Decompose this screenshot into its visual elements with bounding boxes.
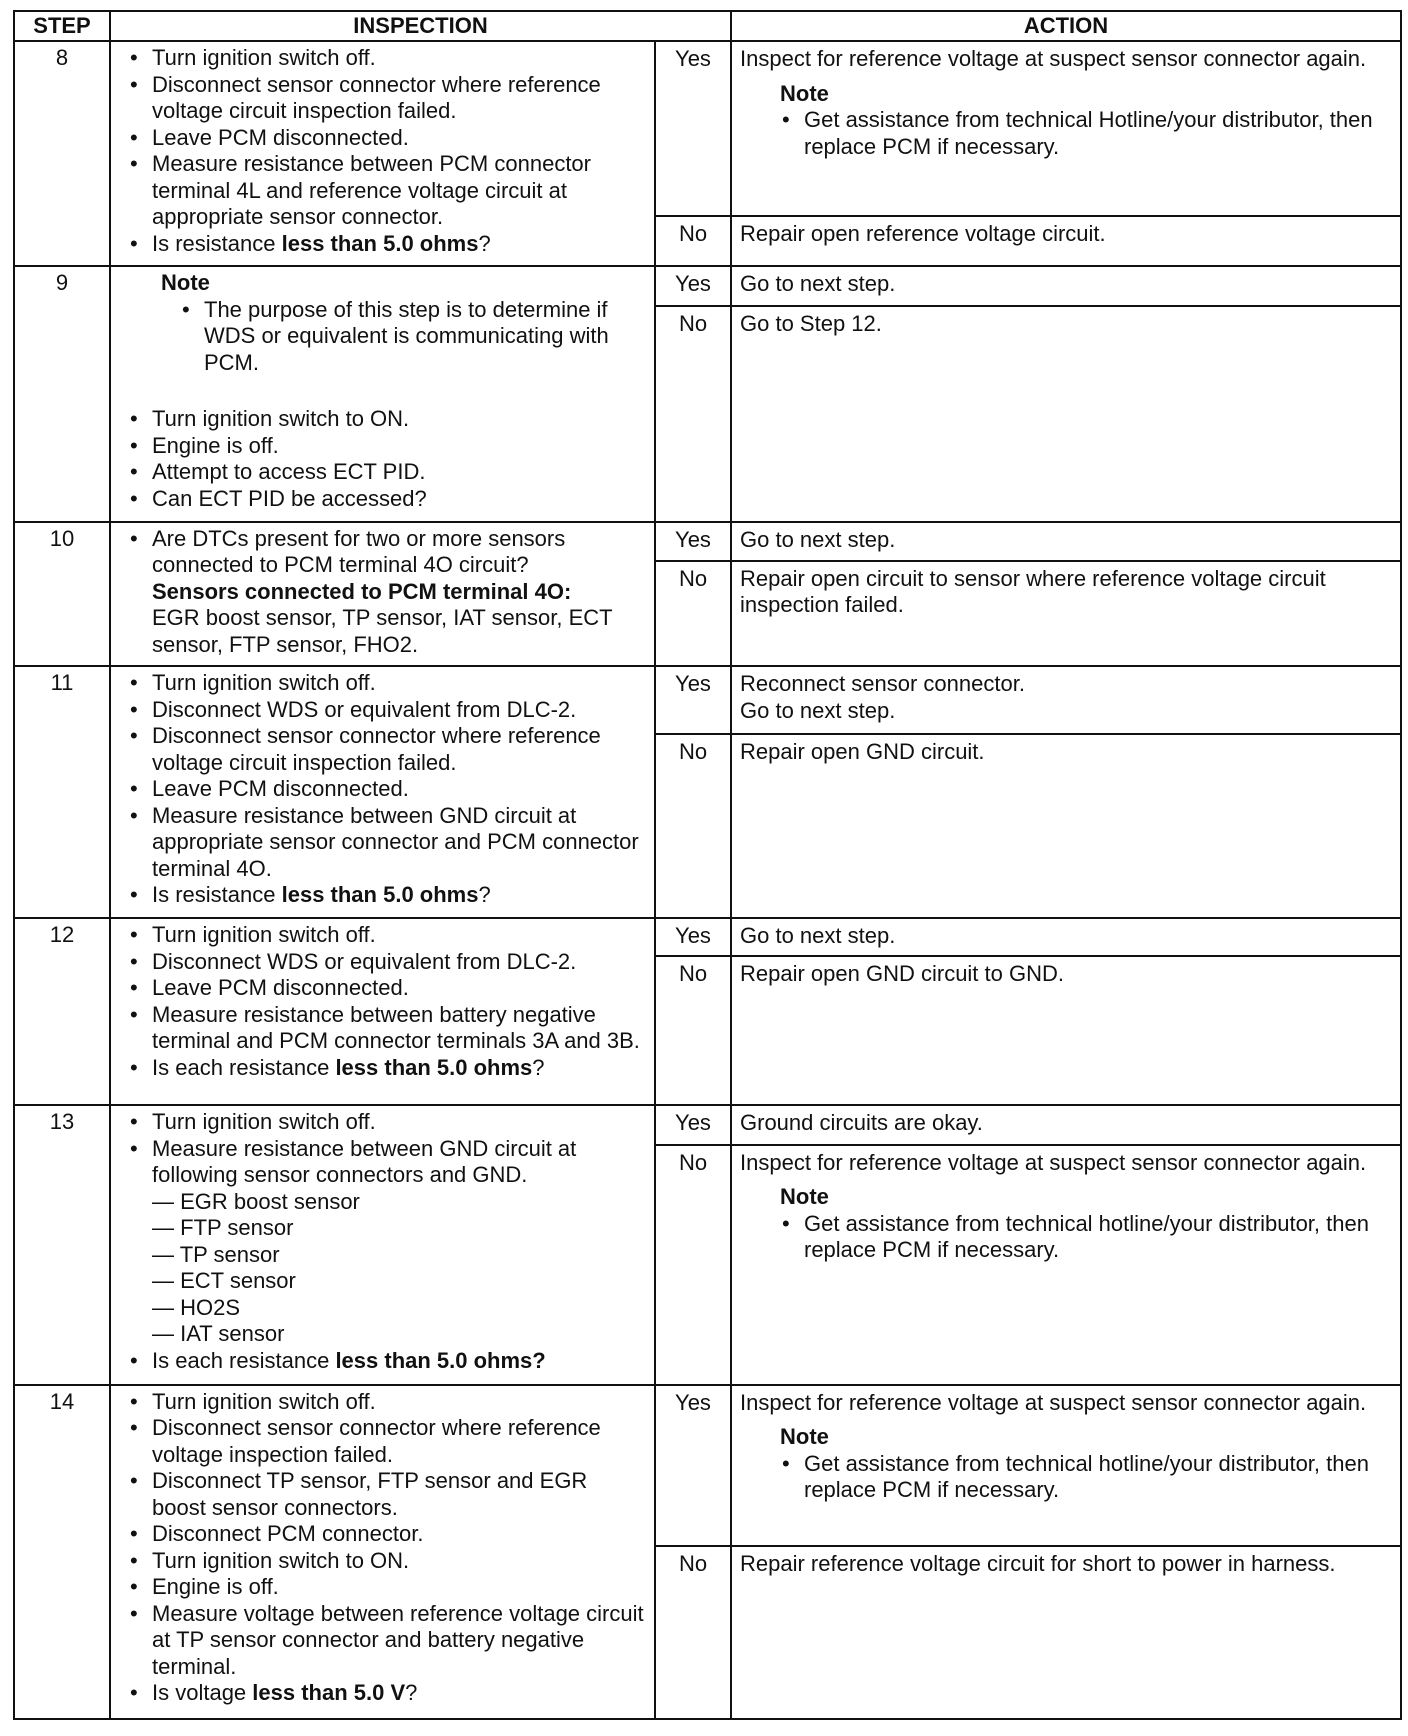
step-number: 11 — [14, 666, 110, 918]
yes-action — [731, 666, 1401, 734]
no-label: No — [655, 1546, 731, 1719]
note-item: • Get assistance from technical hotline/your distributor, then replace PCM if necessary. — [780, 1451, 1392, 1504]
sensor-list — [121, 579, 646, 659]
yes-label: Yes — [655, 522, 731, 561]
inspection-question: • Is each resistance less than 5.0 ohms? — [121, 1055, 646, 1082]
inspection-item: • Turn ignition switch off. — [121, 45, 646, 72]
inspection-item: • Turn ignition switch off. — [121, 1389, 646, 1416]
inspection-question: • Is resistance less than 5.0 ohms? — [121, 231, 646, 258]
no-label: No — [655, 216, 731, 266]
no-label: No — [655, 561, 731, 666]
note — [121, 270, 646, 376]
sensor-item: — IAT sensor — [152, 1321, 646, 1348]
yes-action: Go to next step. — [731, 266, 1401, 306]
inspection-question: • Can ECT PID be accessed? — [121, 486, 646, 513]
action-text: Inspect for reference voltage at suspect sensor connector again. — [740, 1389, 1367, 1415]
header-row — [14, 11, 1401, 41]
no-action: Repair open GND circuit to GND. — [731, 956, 1401, 1106]
note-title: Note — [161, 270, 210, 296]
inspection-item: • Disconnect sensor connector where reference voltage circuit inspection failed. — [121, 723, 646, 776]
no-label: No — [655, 1145, 731, 1385]
step-13-inspection — [110, 1105, 655, 1384]
inspection-item: • Leave PCM disconnected. — [121, 776, 646, 803]
sensor-item: — EGR boost sensor — [152, 1189, 646, 1216]
inspection-item: • Disconnect WDS or equivalent from DLC-2. — [121, 697, 646, 724]
inspection-item: • Attempt to access ECT PID. — [121, 459, 646, 486]
step-8-yes-row — [14, 41, 1401, 216]
yes-label: Yes — [655, 1105, 731, 1144]
step-9-yes-row — [14, 266, 1401, 306]
no-action: Repair open GND circuit. — [731, 734, 1401, 919]
inspection-question: • Is resistance less than 5.0 ohms? — [121, 882, 646, 909]
no-action: Repair reference voltage circuit for short to power in harness. — [731, 1546, 1401, 1719]
inspection-item: • Engine is off. — [121, 1574, 646, 1601]
action-text: Go to next step. — [740, 697, 896, 723]
step-9-inspection — [110, 266, 655, 522]
yes-action — [731, 1385, 1401, 1546]
step-8-inspection — [110, 41, 655, 266]
yes-label: Yes — [655, 266, 731, 306]
yes-action: Ground circuits are okay. — [731, 1105, 1401, 1144]
action-text: Inspect for reference voltage at suspect sensor connector again. — [740, 46, 1367, 71]
step-number: 8 — [14, 41, 110, 266]
inspection-item: • Turn ignition switch off. — [121, 1109, 646, 1136]
inspection-item: • Turn ignition switch off. — [121, 922, 646, 949]
sensor-item: — FTP sensor — [152, 1215, 646, 1242]
yes-action — [731, 41, 1401, 216]
step-11-inspection — [110, 666, 655, 918]
inspection-item: • Disconnect sensor connector where reference voltage circuit inspection failed. — [121, 72, 646, 125]
header-action: ACTION — [731, 11, 1401, 41]
note — [740, 81, 1392, 161]
note — [740, 1184, 1392, 1264]
inspection-question: • Are DTCs present for two or more sensors connected to PCM terminal 4O circuit? — [121, 526, 646, 579]
inspection-item: • Measure resistance between battery negative terminal and PCM connector terminals 3A and 3B. — [121, 1002, 646, 1055]
inspection-item: • Measure resistance between GND circuit at appropriate sensor connector and PCM connector terminal 4O. — [121, 803, 646, 883]
inspection-item: • Measure resistance between PCM connector terminal 4L and reference voltage circuit at appropriate sensor connector. — [121, 151, 646, 231]
inspection-question: • Is each resistance less than 5.0 ohms? — [121, 1348, 646, 1375]
inspection-table — [13, 10, 1402, 1720]
no-label: No — [655, 956, 731, 1106]
inspection-item: • Turn ignition switch to ON. — [121, 1548, 646, 1575]
step-number: 12 — [14, 918, 110, 1105]
sensor-item: — TP sensor — [152, 1242, 646, 1269]
no-action: Repair open reference voltage circuit. — [731, 216, 1401, 266]
step-13-yes-row — [14, 1105, 1401, 1144]
inspection-item: • Disconnect sensor connector where reference voltage inspection failed. — [121, 1415, 646, 1468]
inspection-item: • Turn ignition switch to ON. — [121, 406, 646, 433]
yes-label: Yes — [655, 918, 731, 955]
yes-label: Yes — [655, 41, 731, 216]
inspection-item: • Disconnect WDS or equivalent from DLC-2. — [121, 949, 646, 976]
inspection-item: • Disconnect TP sensor, FTP sensor and EGR boost sensor connectors. — [121, 1468, 646, 1521]
step-number: 9 — [14, 266, 110, 522]
sensor-list-heading: Sensors connected to PCM terminal 4O: — [152, 578, 572, 604]
step-number: 13 — [14, 1105, 110, 1384]
step-12-yes-row — [14, 918, 1401, 955]
action-text: Reconnect sensor connector. — [740, 671, 1025, 697]
step-14-inspection — [110, 1385, 655, 1719]
header-step: STEP — [14, 11, 110, 41]
yes-label: Yes — [655, 666, 731, 734]
step-12-inspection — [110, 918, 655, 1105]
yes-label: Yes — [655, 1385, 731, 1546]
inspection-item: • Leave PCM disconnected. — [121, 125, 646, 152]
inspection-item: • Engine is off. — [121, 433, 646, 460]
note-title: Note — [780, 80, 829, 106]
sensor-item: — ECT sensor — [152, 1268, 646, 1295]
sensor-item: — HO2S — [152, 1295, 646, 1322]
inspection-item: • Measure voltage between reference voltage circuit at TP sensor connector and battery negative terminal. — [121, 1601, 646, 1681]
note — [740, 1424, 1392, 1504]
step-10-yes-row — [14, 522, 1401, 561]
step-10-inspection — [110, 522, 655, 666]
yes-action: Go to next step. — [731, 522, 1401, 561]
inspection-question: • Is voltage less than 5.0 V? — [121, 1680, 646, 1707]
no-action: Repair open circuit to sensor where reference voltage circuit inspection failed. — [731, 561, 1401, 666]
step-number: 14 — [14, 1385, 110, 1719]
no-action: Go to Step 12. — [731, 306, 1401, 522]
no-label: No — [655, 306, 731, 522]
inspection-item: • Turn ignition switch off. — [121, 670, 646, 697]
yes-action: Go to next step. — [731, 918, 1401, 955]
header-inspection: INSPECTION — [110, 11, 731, 41]
note-item: • The purpose of this step is to determine if WDS or equivalent is communicating with PCM. — [173, 297, 646, 377]
inspection-item: • Measure resistance between GND circuit at following sensor connectors and GND. — EGR boost sensor — FTP sensor — TP sensor — ECT sensor — HO2S — IAT sensor — [121, 1136, 646, 1348]
note-title: Note — [780, 1424, 829, 1450]
inspection-item: • Disconnect PCM connector. — [121, 1521, 646, 1548]
note-item: • Get assistance from technical hotline/your distributor, then replace PCM if necessary. — [780, 1211, 1392, 1264]
sensor-list — [152, 1189, 646, 1348]
step-11-yes-row — [14, 666, 1401, 734]
note-item: • Get assistance from technical Hotline/your distributor, then replace PCM if necessary. — [780, 107, 1392, 160]
inspection-item: • Leave PCM disconnected. — [121, 975, 646, 1002]
note-title: Note — [780, 1184, 829, 1210]
step-number: 10 — [14, 522, 110, 666]
step-14-yes-row — [14, 1385, 1401, 1546]
action-text: Inspect for reference voltage at suspect sensor connector again. — [740, 1149, 1367, 1175]
sensor-list-text: EGR boost sensor, TP sensor, IAT sensor, ECT sensor, FTP sensor, FHO2. — [152, 605, 613, 657]
no-action — [731, 1145, 1401, 1385]
no-label: No — [655, 734, 731, 919]
